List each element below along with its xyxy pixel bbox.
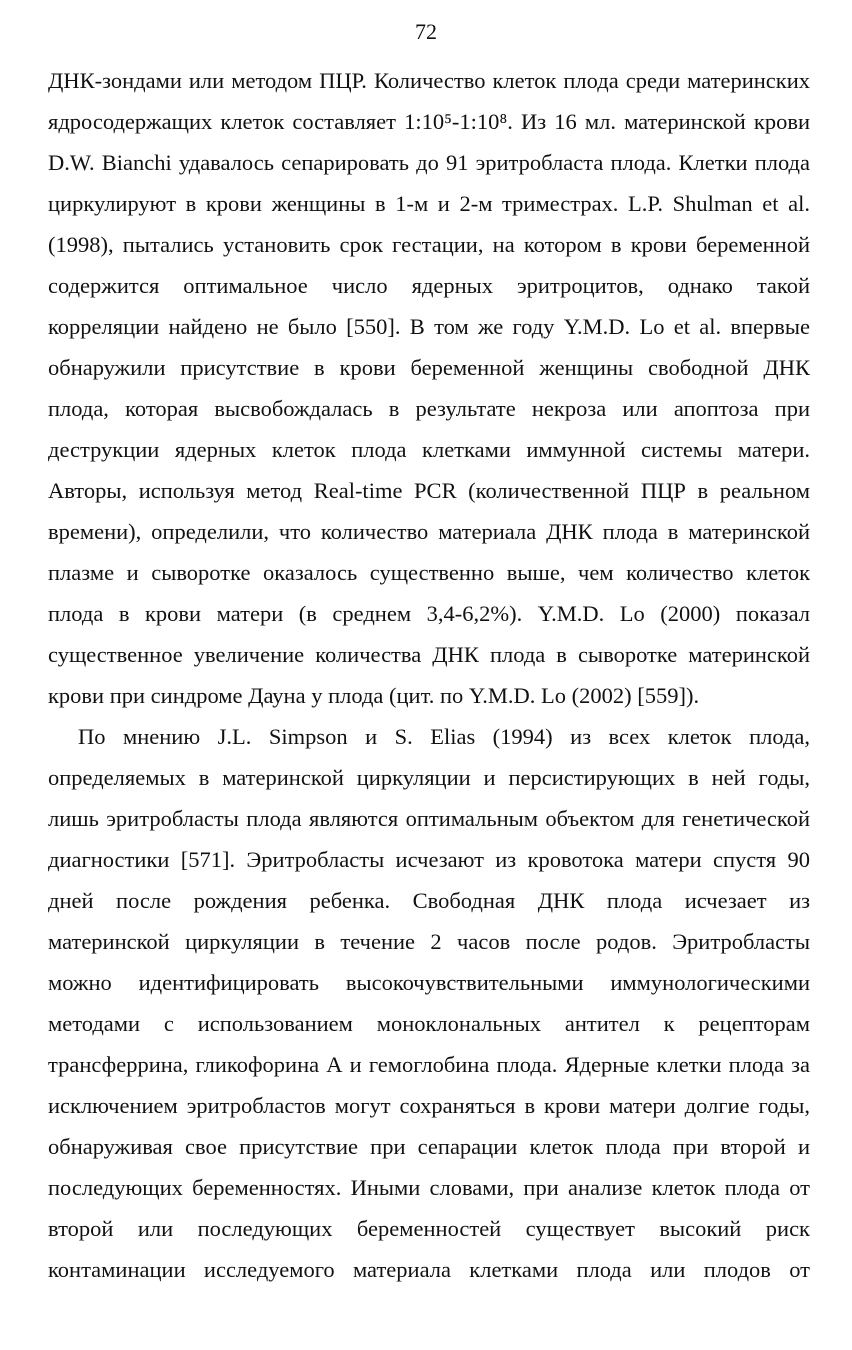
text-line: плода, которая высвобождалась в результате некроза или апоптоза при — [48, 396, 810, 421]
text-line: лишь эритробласты плода являются оптимальным объектом для генетической — [48, 806, 810, 831]
page-number: 72 — [415, 19, 437, 44]
paragraph-2 — [48, 716, 810, 1290]
text-line: определяемых в материнской циркуляции и персистирующих в ней годы, — [48, 765, 810, 790]
text-line: материнской циркуляции в течение 2 часов после родов. Эритробласты — [48, 929, 810, 954]
text-line: второй или последующих беременностей существует высокий риск — [48, 1216, 810, 1241]
text-line: контаминации исследуемого материала клетками плода или плодов от — [48, 1257, 810, 1282]
text-line: циркулируют в крови женщины в 1-м и 2-м триместрах. L.P. Shulman et al. — [48, 191, 810, 216]
text-line: D.W. Bianchi удавалось сепарировать до 91 эритробласта плода. Клетки плода — [48, 150, 810, 175]
text-line: деструкции ядерных клеток плода клетками иммунной системы матери. — [48, 437, 810, 462]
text-line: (1998), пытались установить срок гестации, на котором в крови беременной — [48, 232, 810, 257]
text-line: дней после рождения ребенка. Свободная ДНК плода исчезает из — [48, 888, 810, 913]
text-line: исключением эритробластов могут сохраняться в крови матери долгие годы, — [48, 1093, 810, 1118]
text-line: существенное увеличение количества ДНК плода в сыворотке материнской — [48, 642, 810, 667]
text-line: ДНК-зондами или методом ПЦР. Количество клеток плода среди материнских — [48, 68, 810, 93]
text-line: По мнению J.L. Simpson и S. Elias (1994) из всех клеток плода, — [78, 724, 810, 749]
text-line: времени), определили, что количество материала ДНК плода в материнской — [48, 519, 810, 544]
text-line: ядросодержащих клеток составляет 1:10⁵-1:10⁸. Из 16 мл. материнской крови — [48, 109, 810, 134]
text-line: обнаруживая свое присутствие при сепарации клеток плода при второй и — [48, 1134, 810, 1159]
text-line: корреляции найдено не было [550]. В том же году Y.M.D. Lo et al. впервые — [48, 314, 810, 339]
text-line: плода в крови матери (в среднем 3,4-6,2%). Y.M.D. Lo (2000) показал — [48, 601, 810, 626]
text-line: плазме и сыворотке оказалось существенно выше, чем количество клеток — [48, 560, 810, 585]
text-line: крови при синдроме Дауна у плода (цит. по Y.M.D. Lo (2002) [559]). — [48, 683, 700, 708]
document-body — [48, 60, 810, 1290]
text-line: диагностики [571]. Эритробласты исчезают из кровотока матери спустя 90 — [48, 847, 810, 872]
paragraph-1 — [48, 60, 810, 716]
text-line: Авторы, используя метод Real-time PCR (количественной ПЦР в реальном — [48, 478, 810, 503]
text-line: методами с использованием моноклональных антител к рецепторам — [48, 1011, 810, 1036]
text-line: трансферрина, гликофорина А и гемоглобина плода. Ядерные клетки плода за — [48, 1052, 810, 1077]
text-line: можно идентифицировать высокочувствительными иммунологическими — [48, 970, 810, 995]
text-line: последующих беременностях. Иными словами, при анализе клеток плода от — [48, 1175, 810, 1200]
text-line: содержится оптимальное число ядерных эритроцитов, однако такой — [48, 273, 810, 298]
text-line: обнаружили присутствие в крови беременной женщины свободной ДНК — [48, 355, 810, 380]
